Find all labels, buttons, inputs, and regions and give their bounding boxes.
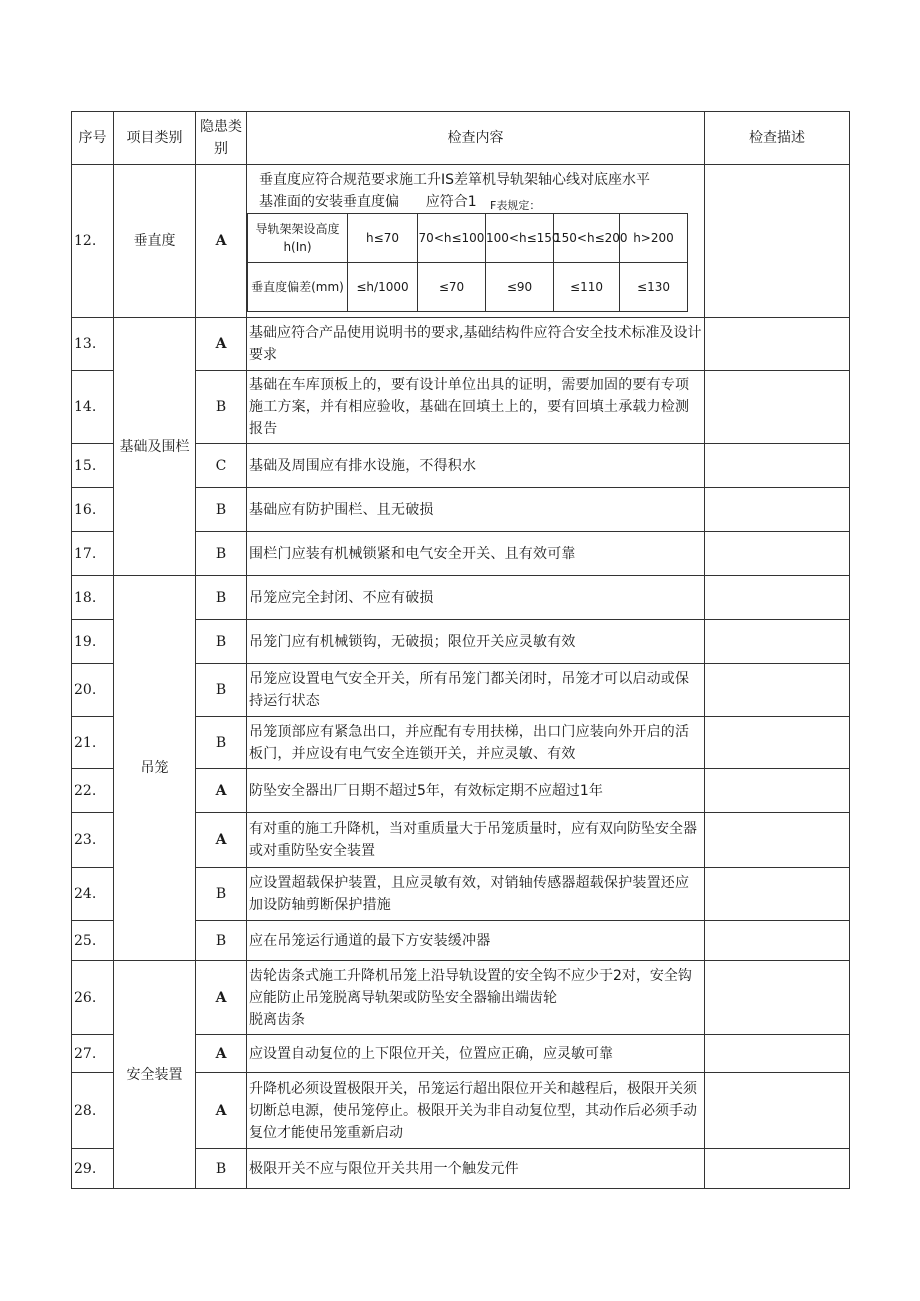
row-seq: 26. <box>72 961 114 1035</box>
description-cell <box>705 961 850 1035</box>
level-cell: C <box>196 444 247 488</box>
subtable-cell: ≤90 <box>486 263 554 312</box>
subtable-row-deviation <box>248 263 688 312</box>
row-seq: 20. <box>72 664 114 717</box>
header-level-line2: 别 <box>214 141 228 157</box>
level-cell: B <box>196 620 247 664</box>
inspection-table <box>71 111 850 1189</box>
subtable-row-height <box>248 214 688 263</box>
content-cell: 基础在车库顶板上的，要有设计单位出具的证明，需要加固的要有专项施工方案，并有相应验收，基础在回填土上的，要有回填土承载力检测报告 <box>247 371 705 444</box>
content-text-continued: 脱离齿条 <box>249 1011 305 1028</box>
content-cell: 基础及周围应有排水设施，不得积水 <box>247 444 705 488</box>
level-cell: A <box>196 1035 247 1073</box>
category-cell: 基础及围栏 <box>114 318 196 576</box>
row-seq: 24. <box>72 868 114 921</box>
row-seq: 25. <box>72 921 114 961</box>
row-seq: 28. <box>72 1073 114 1149</box>
subtable-cell: ≤110 <box>554 263 620 312</box>
description-cell <box>705 488 850 532</box>
content-cell: 应设置自动复位的上下限位开关，位置应正确，应灵敏可靠 <box>247 1035 705 1073</box>
level-cell: A <box>196 769 247 813</box>
level-cell: A <box>196 961 247 1035</box>
row-seq: 29. <box>72 1149 114 1189</box>
subtable-cell: 150<h≤200 <box>554 214 620 263</box>
description-cell <box>705 664 850 717</box>
verticality-text <box>259 169 699 213</box>
level-cell: A <box>196 318 247 371</box>
description-cell <box>705 444 850 488</box>
row-seq: 21. <box>72 717 114 769</box>
description-cell <box>705 371 850 444</box>
description-cell <box>705 868 850 921</box>
verticality-line1: 垂直度应符合规范要求施工升IS差箪机导轨架轴心线对底座水平 <box>259 172 651 188</box>
subtable-cell: ≤130 <box>620 263 688 312</box>
subtable-cell: h≤70 <box>348 214 418 263</box>
subtable-cell: 70<h≤100 <box>418 214 486 263</box>
table-row <box>72 318 850 371</box>
table-row <box>72 165 850 318</box>
row-seq: 16. <box>72 488 114 532</box>
verticality-subtable <box>247 213 688 312</box>
row-seq: 14. <box>72 371 114 444</box>
level-cell: B <box>196 532 247 576</box>
content-cell: 有对重的施工升降机，当对重质量大于吊笼质量时，应有双向防坠安全器或对重防坠安全装置 <box>247 813 705 868</box>
category-cell: 吊笼 <box>114 576 196 961</box>
content-cell: 基础应符合产品使用说明书的要求,基础结构件应符合安全技术标准及设计要求 <box>247 318 705 371</box>
content-cell <box>247 165 705 318</box>
row-seq: 18. <box>72 576 114 620</box>
subtable-cell: ≤70 <box>418 263 486 312</box>
content-cell <box>247 961 705 1035</box>
level-cell: B <box>196 488 247 532</box>
level-cell: B <box>196 664 247 717</box>
header-description: 检查描述 <box>705 112 850 165</box>
level-cell: B <box>196 371 247 444</box>
category-cell: 垂直度 <box>114 165 196 318</box>
header-content: 检查内容 <box>247 112 705 165</box>
level-cell: B <box>196 717 247 769</box>
row-seq: 12. <box>72 165 114 318</box>
level-cell: A <box>196 813 247 868</box>
category-cell: 安全装置 <box>114 961 196 1189</box>
subtable-cell: 100<h≤150 <box>486 214 554 263</box>
description-cell <box>705 813 850 868</box>
row-seq: 13. <box>72 318 114 371</box>
row-seq: 27. <box>72 1035 114 1073</box>
row-seq: 15. <box>72 444 114 488</box>
level-cell: B <box>196 1149 247 1189</box>
subtable-label: 垂直度偏差(mm) <box>248 263 348 312</box>
content-cell: 吊笼应完全封闭、不应有破损 <box>247 576 705 620</box>
content-cell: 吊笼门应有机械锁钩，无破损；限位开关应灵敏有效 <box>247 620 705 664</box>
description-cell <box>705 717 850 769</box>
description-cell <box>705 921 850 961</box>
subtable-label: 导轨架架设高度h(In) <box>248 214 348 263</box>
content-cell: 基础应有防护围栏、且无破损 <box>247 488 705 532</box>
description-cell <box>705 532 850 576</box>
header-seq: 序号 <box>72 112 114 165</box>
content-cell: 吊笼应设置电气安全开关，所有吊笼门都关闭时，吊笼才可以启动或保持运行状态 <box>247 664 705 717</box>
content-cell: 应在吊笼运行通道的最下方安装缓冲器 <box>247 921 705 961</box>
description-cell <box>705 1149 850 1189</box>
content-cell: 围栏门应装有机械锁紧和电气安全开关、且有效可靠 <box>247 532 705 576</box>
level-cell: B <box>196 921 247 961</box>
verticality-line2: 基准面的安装垂直度偏 应符合1 <box>259 194 477 210</box>
table-note: F表规定： <box>490 199 541 212</box>
row-seq: 22. <box>72 769 114 813</box>
content-cell: 应设置超载保护装置，且应灵敏有效，对销轴传感器超载保护装置还应加设防轴剪断保护措施 <box>247 868 705 921</box>
level-cell: A <box>196 165 247 318</box>
content-cell: 极限开关不应与限位开关共用一个触发元件 <box>247 1149 705 1189</box>
description-cell <box>705 769 850 813</box>
header-row <box>72 112 850 165</box>
level-cell: B <box>196 868 247 921</box>
description-cell <box>705 1073 850 1149</box>
table-row <box>72 576 850 620</box>
level-cell: B <box>196 576 247 620</box>
subtable-cell: ≤h/1000 <box>348 263 418 312</box>
content-cell: 防坠安全器出厂日期不超过5年，有效标定期不应超过1年 <box>247 769 705 813</box>
header-level <box>196 112 247 165</box>
row-seq: 17. <box>72 532 114 576</box>
level-cell: A <box>196 1073 247 1149</box>
content-cell: 吊笼顶部应有紧急出口，并应配有专用扶梯，出口门应装向外开启的活板门，并应设有电气安全连锁开关，并应灵敏、有效 <box>247 717 705 769</box>
content-cell: 升降机必须设置极限开关，吊笼运行超出限位开关和越程后，极限开关须切断总电源，使吊笼停止。极限开关为非自动复位型，其动作后必须手动复位才能使吊笼重新启动 <box>247 1073 705 1149</box>
subtable-cell: h>200 <box>620 214 688 263</box>
row-seq: 19. <box>72 620 114 664</box>
description-cell <box>705 620 850 664</box>
header-category: 项目类别 <box>114 112 196 165</box>
row-seq: 23. <box>72 813 114 868</box>
description-cell <box>705 576 850 620</box>
verticality-block <box>247 165 704 317</box>
content-text: 齿轮齿条式施工升降机吊笼上沿导轨设置的安全钩不应少于2对，安全钩应能防止吊笼脱离导轨架或防坠安全器输出端齿轮 <box>249 967 692 1006</box>
table-row <box>72 961 850 1035</box>
description-cell <box>705 165 850 318</box>
description-cell <box>705 1035 850 1073</box>
description-cell <box>705 318 850 371</box>
header-level-line1: 隐患类 <box>200 119 242 135</box>
